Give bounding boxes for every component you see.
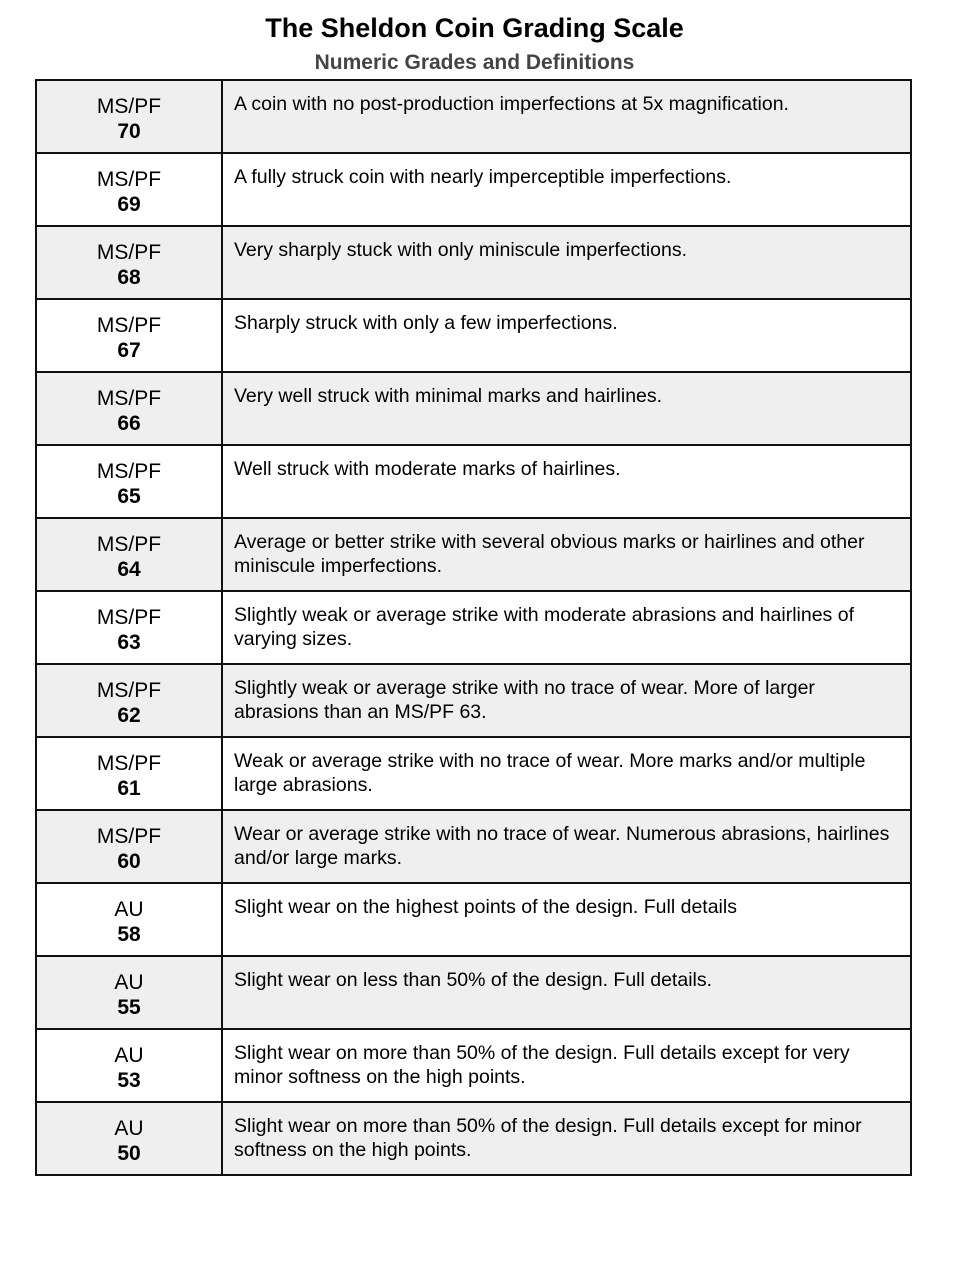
grade-definition: A coin with no post-production imperfections at 5x magnification. bbox=[222, 80, 911, 153]
table-row bbox=[36, 518, 911, 591]
table-row bbox=[36, 445, 911, 518]
grade-definition: Slightly weak or average strike with no trace of wear. More of larger abrasions than an MS/PF 63. bbox=[222, 664, 911, 737]
grade-definition: A fully struck coin with nearly imperceptible imperfections. bbox=[222, 153, 911, 226]
grade-label: MS/PF bbox=[96, 679, 162, 702]
table-row bbox=[36, 153, 911, 226]
grade-label: MS/PF bbox=[96, 825, 162, 848]
grading-table-body bbox=[36, 80, 911, 1175]
table-row bbox=[36, 1102, 911, 1175]
table-row bbox=[36, 591, 911, 664]
grade-label: MS/PF bbox=[96, 606, 162, 629]
page-title: The Sheldon Coin Grading Scale bbox=[265, 13, 684, 43]
grade-label: MS/PF bbox=[96, 387, 162, 410]
grade-number: 64 bbox=[117, 558, 141, 581]
table-row bbox=[36, 80, 911, 153]
grade-label: AU bbox=[114, 1044, 144, 1067]
grade-number: 69 bbox=[117, 193, 141, 216]
grade-cell bbox=[36, 518, 222, 591]
grade-cell bbox=[36, 372, 222, 445]
grade-cell bbox=[36, 956, 222, 1029]
grade-definition: Slight wear on less than 50% of the design. Full details. bbox=[222, 956, 911, 1029]
grade-number: 66 bbox=[117, 412, 141, 435]
page-subtitle: Numeric Grades and Definitions bbox=[314, 51, 635, 74]
grade-label: MS/PF bbox=[96, 95, 162, 118]
grade-cell bbox=[36, 299, 222, 372]
table-row bbox=[36, 299, 911, 372]
grade-number: 65 bbox=[117, 485, 141, 508]
grade-label: MS/PF bbox=[96, 241, 162, 264]
table-row bbox=[36, 372, 911, 445]
grade-label: AU bbox=[114, 1117, 144, 1140]
grade-cell bbox=[36, 1029, 222, 1102]
grade-label: MS/PF bbox=[96, 533, 162, 556]
grade-definition: Slight wear on more than 50% of the design. Full details except for very minor softness on the high points. bbox=[222, 1029, 911, 1102]
grade-cell bbox=[36, 591, 222, 664]
grade-cell bbox=[36, 226, 222, 299]
grade-definition: Average or better strike with several obvious marks or hairlines and other miniscule imperfections. bbox=[222, 518, 911, 591]
grade-label: AU bbox=[114, 898, 144, 921]
grade-cell bbox=[36, 80, 222, 153]
grade-number: 68 bbox=[117, 266, 141, 289]
grade-cell bbox=[36, 883, 222, 956]
grade-label: MS/PF bbox=[96, 752, 162, 775]
grade-cell bbox=[36, 737, 222, 810]
table-row bbox=[36, 664, 911, 737]
grade-definition: Well struck with moderate marks of hairlines. bbox=[222, 445, 911, 518]
grade-label: MS/PF bbox=[96, 314, 162, 337]
grade-cell bbox=[36, 153, 222, 226]
grade-definition: Very sharply stuck with only miniscule imperfections. bbox=[222, 226, 911, 299]
grade-number: 60 bbox=[117, 850, 141, 873]
grade-cell bbox=[36, 664, 222, 737]
grade-definition: Slight wear on more than 50% of the design. Full details except for minor softness on the high points. bbox=[222, 1102, 911, 1175]
grade-definition: Wear or average strike with no trace of wear. Numerous abrasions, hairlines and/or large marks. bbox=[222, 810, 911, 883]
table-row bbox=[36, 810, 911, 883]
grade-number: 50 bbox=[117, 1142, 141, 1165]
table-row bbox=[36, 226, 911, 299]
grade-number: 53 bbox=[117, 1069, 141, 1092]
table-row bbox=[36, 737, 911, 810]
grade-number: 61 bbox=[117, 777, 141, 800]
grade-definition: Weak or average strike with no trace of wear. More marks and/or multiple large abrasions. bbox=[222, 737, 911, 810]
grade-definition: Very well struck with minimal marks and hairlines. bbox=[222, 372, 911, 445]
grade-cell bbox=[36, 445, 222, 518]
grade-definition: Sharply struck with only a few imperfections. bbox=[222, 299, 911, 372]
grading-table bbox=[35, 79, 912, 1176]
grade-number: 70 bbox=[117, 120, 141, 143]
grade-label: MS/PF bbox=[96, 168, 162, 191]
grade-cell bbox=[36, 1102, 222, 1175]
table-row bbox=[36, 883, 911, 956]
grade-number: 62 bbox=[117, 704, 141, 727]
grade-number: 63 bbox=[117, 631, 141, 654]
grade-cell bbox=[36, 810, 222, 883]
grade-number: 55 bbox=[117, 996, 141, 1019]
grade-label: MS/PF bbox=[96, 460, 162, 483]
table-row bbox=[36, 1029, 911, 1102]
table-row bbox=[36, 956, 911, 1029]
grade-number: 67 bbox=[117, 339, 141, 362]
grade-definition: Slight wear on the highest points of the design. Full details bbox=[222, 883, 911, 956]
grade-number: 58 bbox=[117, 923, 141, 946]
grade-label: AU bbox=[114, 971, 144, 994]
grade-definition: Slightly weak or average strike with moderate abrasions and hairlines of varying sizes. bbox=[222, 591, 911, 664]
